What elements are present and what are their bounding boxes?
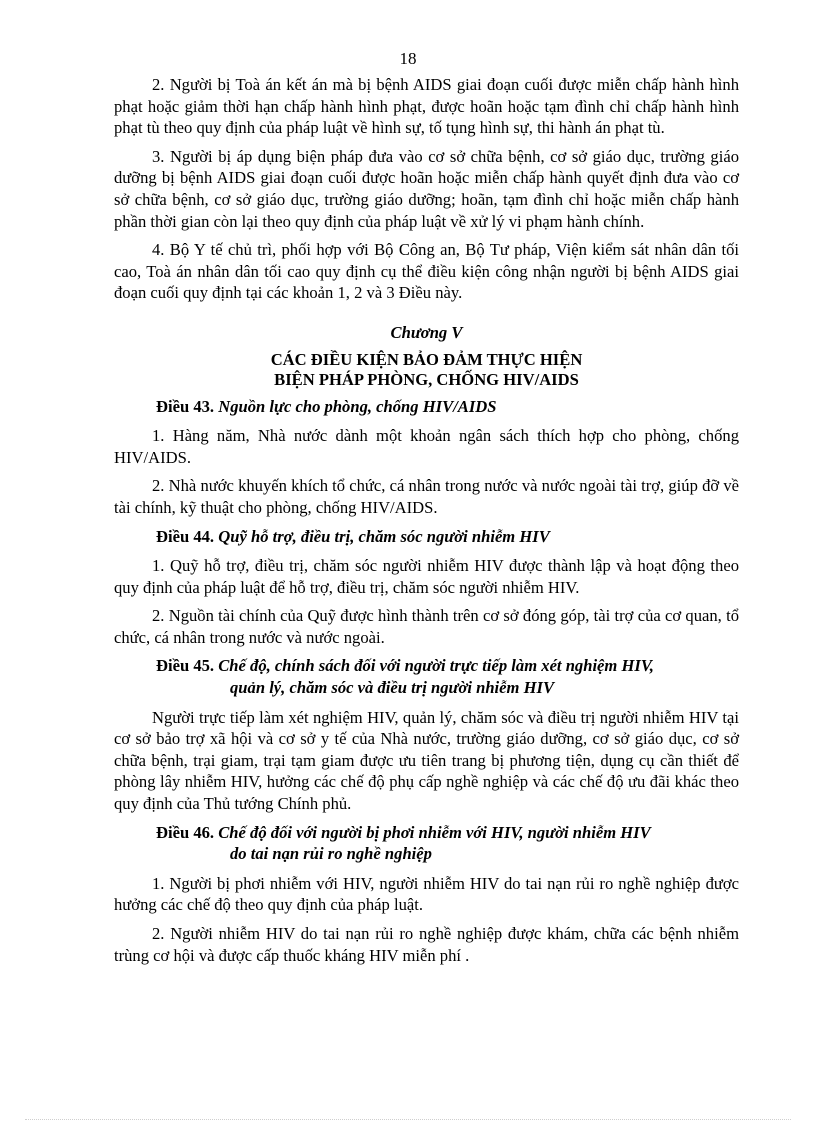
chapter-title-line: CÁC ĐIỀU KIỆN BẢO ĐẢM THỰC HIỆN	[270, 349, 583, 369]
article-title-continued: do tai nạn rủi ro nghề nghiệp	[230, 844, 432, 864]
article-heading	[114, 526, 739, 548]
article-heading	[114, 396, 739, 418]
paragraph: 4. Bộ Y tế chủ trì, phối hợp với Bộ Công an, Bộ Tư pháp, Viện kiểm sát nhân dân tối cao, Toà án nhân dân tối cao quy định cụ thể điều kiện công nhận người bị bệnh AIDS giai đoạn cuối quy định tại các khoản 1, 2 và 3 Điều này.	[114, 240, 739, 303]
paragraph: 2. Nguồn tài chính của Quỹ được hình thành trên cơ sở đóng góp, tài trợ của cơ quan, tổ chức, cá nhân trong nước và nước ngoài.	[114, 606, 739, 647]
chapter-title-line: BIỆN PHÁP PHÒNG, CHỐNG HIV/AIDS	[274, 369, 579, 389]
article-title: Nguồn lực cho phòng, chống HIV/AIDS	[218, 396, 497, 416]
article-number: Điều 46.	[156, 822, 215, 842]
paragraph: 1. Quỹ hỗ trợ, điều trị, chăm sóc người nhiễm HIV được thành lập và hoạt động theo quy định của pháp luật để hỗ trợ, điều trị, chăm sóc người nhiễm HIV.	[114, 556, 739, 597]
paragraph: 2. Người bị Toà án kết án mà bị bệnh AIDS giai đoạn cuối được miễn chấp hành hình phạt hoặc giảm thời hạn chấp hành hình phạt, được hoãn hoặc tạm đình chỉ chấp hành hình phạt tù theo quy định của pháp luật về hình sự, tố tụng hình sự, thi hành án phạt tù.	[114, 75, 739, 138]
paragraph: 1. Người bị phơi nhiễm với HIV, người nhiễm HIV do tai nạn rủi ro nghề nghiệp được hưởng các chế độ theo quy định của pháp luật.	[114, 873, 739, 915]
paragraph: Người trực tiếp làm xét nghiệm HIV, quản lý, chăm sóc và điều trị người nhiễm HIV tại cơ sở bảo trợ xã hội và cơ sở y tế của Nhà nước, trường giáo dưỡng, cơ sở giáo dục, cơ sở chữa bệnh, trại giam, trại tạm giam được ưu tiên trang bị phương tiện, dụng cụ cần thiết để phòng lây nhiễm HIV, hưởng các chế độ phụ cấp nghề nghiệp và các chế độ ưu đãi khác theo quy định của Thủ tướng Chính phủ.	[114, 707, 739, 814]
page-number: 18	[399, 49, 417, 68]
article-title: Chế độ, chính sách đối với người trực tiếp làm xét nghiệm HIV,	[218, 656, 654, 676]
article-number: Điều 45.	[156, 656, 215, 676]
paragraph: 1. Hàng năm, Nhà nước dành một khoản ngân sách thích hợp cho phòng, chống HIV/AIDS.	[114, 426, 739, 467]
article-title: Quỹ hỗ trợ, điều trị, chăm sóc người nhiễm HIV	[218, 526, 550, 546]
document-body	[114, 74, 739, 973]
chapter-label: Chương V	[390, 322, 463, 342]
article-title-continued: quản lý, chăm sóc và điều trị người nhiễm HIV	[230, 678, 555, 698]
article-number: Điều 44.	[156, 526, 215, 546]
chapter-title	[114, 350, 739, 390]
article-heading	[114, 655, 739, 698]
paragraph: 2. Nhà nước khuyến khích tổ chức, cá nhân trong nước và nước ngoài tài trợ, giúp đỡ về tài chính, kỹ thuật cho phòng, chống HIV/AIDS.	[114, 476, 739, 517]
article-title: Chế độ đối với người bị phơi nhiễm với HIV, người nhiễm HIV	[218, 822, 651, 842]
paragraph: 3. Người bị áp dụng biện pháp đưa vào cơ sở chữa bệnh, cơ sở giáo dục, trường giáo dưỡng bị bệnh AIDS giai đoạn cuối được hoãn hoặc miễn chấp hành quyết định đưa vào cơ sở chữa bệnh, cơ sở giáo dục, trường giáo dưỡng; hoãn, tạm đình chỉ hoặc miễn chấp hành phần thời gian còn lại theo quy định của pháp luật về xử lý vi phạm hành chính.	[114, 146, 739, 231]
article-heading	[114, 822, 739, 865]
page-bottom-divider	[25, 1119, 791, 1120]
article-number: Điều 43.	[156, 396, 215, 416]
paragraph: 2. Người nhiễm HIV do tai nạn rủi ro nghề nghiệp được khám, chữa các bệnh nhiễm trùng cơ hội và được cấp thuốc kháng HIV miễn phí .	[114, 924, 739, 965]
